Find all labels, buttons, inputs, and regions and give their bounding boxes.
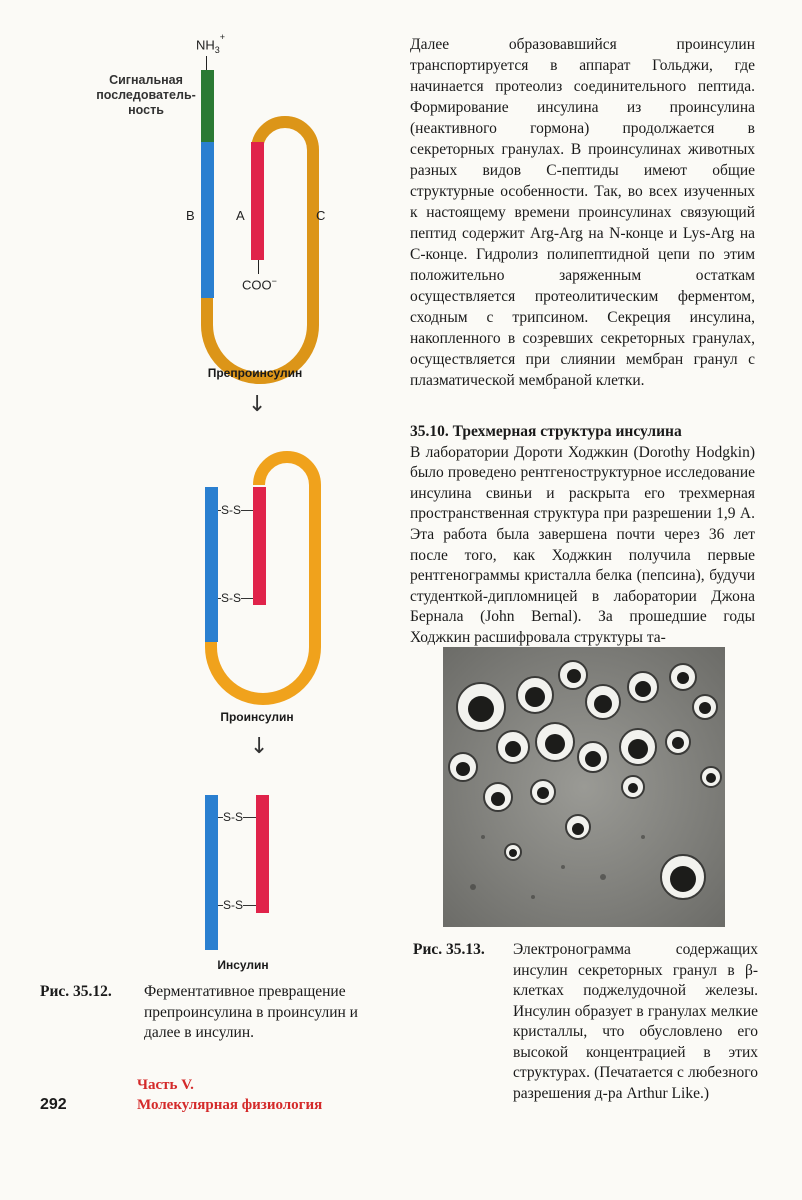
section-heading: 35.10. Трехмерная структура инсулина bbox=[410, 423, 682, 440]
chain-c-label: C bbox=[316, 208, 326, 223]
caption-fig-35-13 bbox=[413, 940, 758, 1104]
footer-part: Часть V. bbox=[137, 1077, 194, 1093]
disulfide-bond-label: S-S bbox=[223, 810, 244, 824]
proinsulin-chain-b bbox=[205, 487, 218, 642]
page-number: 292 bbox=[40, 1096, 67, 1113]
footer-part-title: Молекулярная физиология bbox=[137, 1097, 323, 1113]
section-paragraph: В лаборатории Дороти Ходжкин (Dorothy Hodgkin) было проведено рентгеноструктурное исследование инсулина свиньи и раскрыта его трехмерная пространственная структура при разрешении 1,9 А. Эта работа была завершена почти через 36 лет после того, как Ходжкин получила первые рентгенограммы кристалла белка (пепсина), будучи студенткой-дипломницей в лаборатории Джона Бернала (John Bernal). За прошедшие годы Ходжкин расшифровала структуры та- bbox=[410, 443, 755, 646]
nh3-label: $NH_3^+$ bbox=[196, 32, 226, 55]
caption-text: Электронограмма содержащих инсулин секреторных гранул в β-клетках поджелудочной железы. Инсулин образует в гранулах мелкие кристаллы, что обусловлено его высокой концентрацией в этих структурах. (Печатается с любезного разрешения д-ра Arthur Like.) bbox=[513, 941, 758, 1102]
disulfide-bond-label: S-S bbox=[223, 898, 244, 912]
stage-preproinsulin-label: Препроинсулин bbox=[207, 366, 303, 380]
disulfide-bond-label: S-S bbox=[221, 503, 242, 517]
arrow-down-icon: ↓ bbox=[248, 392, 267, 417]
body-paragraph: Далее образовавшийся проинсулин транспортируется в аппарат Гольджи, где начинается протеолиз соединительного пептида. Формирование инсулина из проинсулина (неактивного гормона) продолжается в секреторных гранулах. В проинсулинах животных разных видов С-пептиды имеют общие структурные особенности. Так, во всех изученных к настоящему времени проинсулинах связующий пептид содержит Arg-Arg на N-конце и Lys-Arg на С-конце. Гидролиз полипептидной цепи по этим положительно заряженным остаткам осуществляется протеолитическим ферментом, сходным с трипсином. Секреция инсулина, накопленного в созревших секреторных гранулах, осуществляется при слиянии мембран гранул с плазматической мембраной клетки. bbox=[410, 36, 755, 389]
insulin-chain-b bbox=[205, 795, 218, 950]
signal-sequence-label: Сигнальная последователь-ность bbox=[96, 73, 196, 117]
caption-label: Рис. 35.13. bbox=[413, 941, 485, 958]
proinsulin-chain-a bbox=[253, 487, 266, 605]
insulin-chain-a bbox=[256, 795, 269, 913]
chain-a-label: A bbox=[236, 208, 245, 223]
chain-b-label: B bbox=[186, 208, 195, 223]
electron-micrograph bbox=[443, 647, 725, 927]
proinsulin-diagram bbox=[0, 0, 400, 720]
arrow-down-icon: ↓ bbox=[250, 734, 269, 759]
stage-insulin-label: Инсулин bbox=[217, 958, 269, 972]
section-35-10 bbox=[410, 422, 755, 649]
coo-label: COO− bbox=[242, 276, 277, 293]
caption-text: Ферментативное превращение препроинсулина в проинсулин и далее в инсулин. bbox=[144, 983, 358, 1041]
caption-label: Рис. 35.12. bbox=[40, 983, 112, 1000]
caption-fig-35-12 bbox=[40, 982, 390, 1044]
figure-35-12 bbox=[0, 0, 400, 980]
stage-proinsulin-label: Проинсулин bbox=[220, 710, 294, 724]
disulfide-bond-label: S-S bbox=[221, 591, 242, 605]
